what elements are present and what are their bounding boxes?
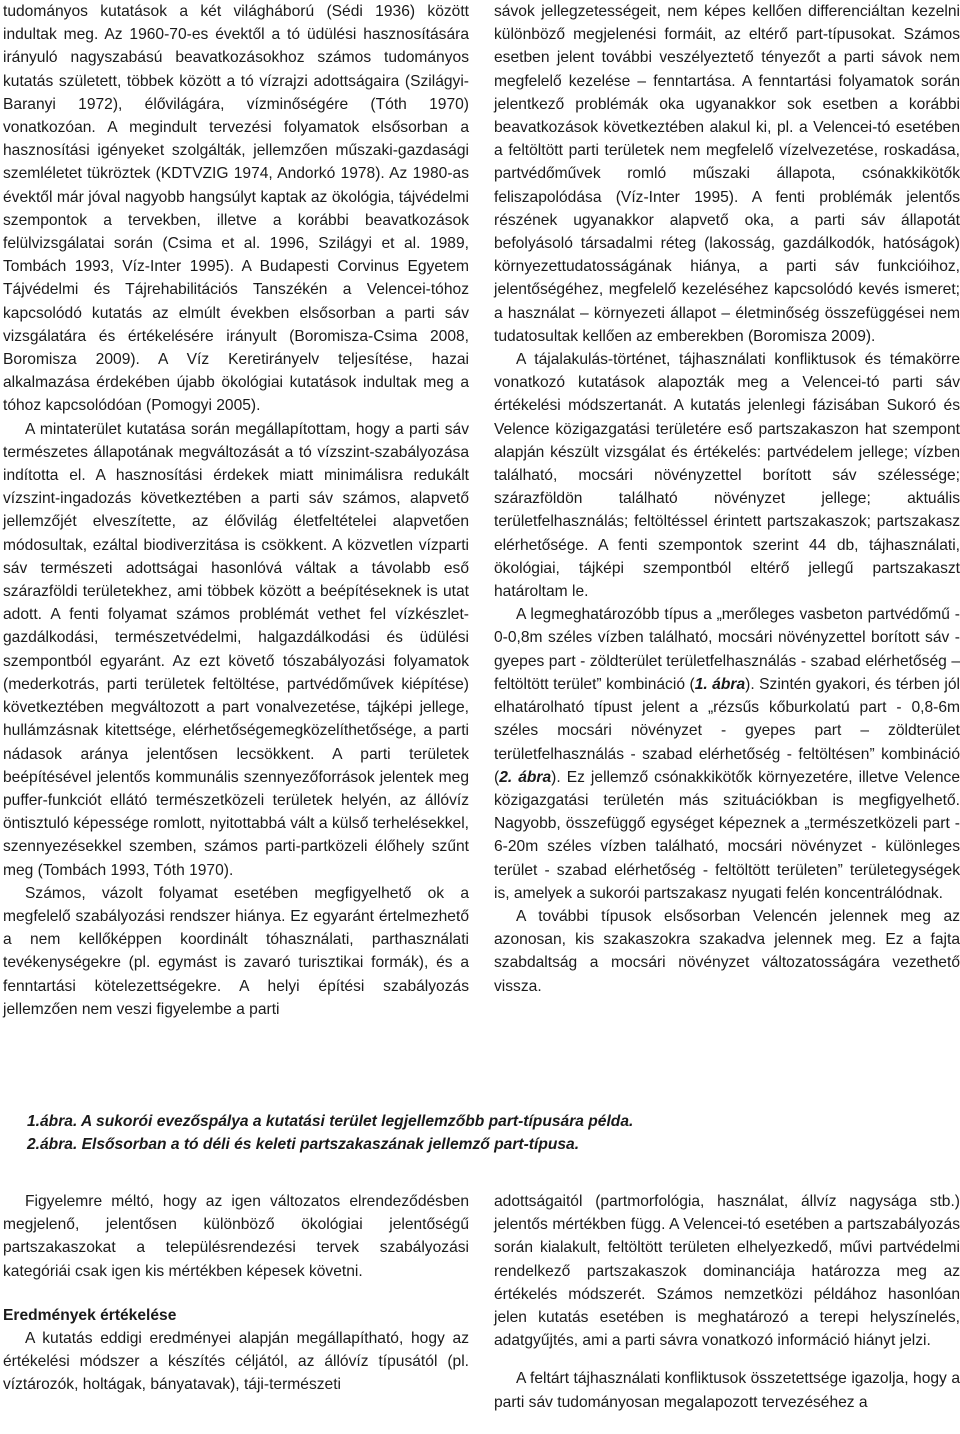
text-column-bottom-right bbox=[494, 1190, 960, 1414]
text-run: A legmeghatározóbb típus a „merőleges vasbeton partvédőmű - 0-0,8m széles vízben található, mocsári növényzettel borított sáv - gyepes part - zöldterület területfelhasználás - szabad elérhetőség – feltöltött terület” kombináció ( bbox=[494, 606, 960, 693]
paragraph bbox=[494, 603, 960, 905]
text-column-bottom-left bbox=[3, 1190, 469, 1397]
figure-captions bbox=[27, 1110, 633, 1157]
paragraph: tudományos kutatások a két világháború (Sédi 1936) között indultak meg. Az 1960-70-es évektől a tó üdülési hasznosítására irányuló nagyszabású beavatkozásokhoz számos tudományos kutatás született, többek között a tó vízrajzi adottságaira (Szilágyi-Baranyi 1972), élővilágára, vízminőségére (Tóth 1970) vonatkozóan. A megindult tervezési folyamatok elsősorban a hasznosítási igényeket szolgálták, jellemzően műszaki-gazdasági szemléletet tükröztek (KDTVZIG 1974, Andorkó 1978). Az 1980-as évektől már jóval nagyobb hangsúlyt kaptak az ökológia, tájvédelmi szempontok a tervekben, illetve a korábbi beavatkozások felülvizsgálatai során (Csima et al. 1996, Szilágyi et al. 1989, Tombách 1993, Víz-Inter 1995). A Budapesti Corvinus Egyetem Tájvédelmi és Tájrehabilitációs Tanszékén a Velencei-tóhoz kapcsolódó kutatás az elmúlt években elsősorban a parti sáv vizsgálatára és értékelésére irányult (Boromisza-Csima 2008, Boromisza 2009). A Víz Keretirányelv teljesítése, hazai alkalmazása érdekében újabb ökológiai kutatások indultak meg a tóhoz kapcsolódóan (Pomogyi 2005). bbox=[3, 3, 469, 415]
paragraph: A tájalakulás-történet, tájhasználati konfliktusok és témakörre vonatkozó kutatások alapozták meg a Velencei-tó parti sáv értékelési módszertanát. A kutatás jelenlegi fázisában Sukoró és Velence közigazgatási területére eső partszakaszon hat szempont alapján készült vizsgálat és értékelés: partvédelem jellege; vízben található, mocsári növényzettel borított sáv szélessége; szárazföldön található növényzet jellege; aktuális területfelhasználás; feltöltéssel érintett partszakaszok; partszakasz elérhetősége. A fenti szempontok szerint 44 db, tájhasználati, ökológiai, tájképi szempontból eltérő jellegű partszakaszt határoltam le. bbox=[494, 351, 960, 601]
text-run: ). Ez jellemző csónakkikötők környezetére, illetve Velence közigazgatási területén más szituációkban is megfigyelhető. Nagyobb, összefüggő egységet képeznek a „természetközeli part - 6-20m széles vízben található, mocsári növényzet - különleges terület - szabad elérhetőség - feltöltött területen” területegységek is, amelyek a sukorói partszakasz nyugati felén koncentrálódnak. bbox=[494, 768, 960, 902]
paragraph: A mintaterület kutatása során megállapítottam, hogy a parti sáv természetes állapotának megváltozását a tó vízszint-szabályozása indította el. A hasznosítási érdekek miatt minimálisra redukált vízszint-ingadozás következtében a parti sáv számos, alapvető jellemzőjét elveszítette, az élővilág életfeltételei alapvetően módosultak, ezáltal biodiverzitása is csökkent. A közvetlen vízparti sáv természeti adottságai hasonlóvá váltak a távolabb eső szárazföldi területekhez, ami többek között a beépítéseknek is utat adott. A fenti folyamat számos problémát vethet fel vízkészlet-gazdálkodási, természetvédelmi, halgazdálkodási és üdülési szempontból egyaránt. Az ezt követő tószabályozási folyamatok (mederkotrás, parti területek feltöltése, partvédőművek kiépítése) következtében megváltozott a part vonalvezetése, tájképi jellege, hullámzásnak kitettsége, elérhetőségemegközelíthetősége, a parti nádasok aránya jelentősen lecsökkent. A parti területek beépítésével jelentős kommunális szennyezőforrások jelentek meg puffer-funkciót ellátó természetközeli területek helyén, az állóvíz öntisztuló képessége romlott, nyitottabbá vált a külső terhelésekkel, szennyezésekkel szemben, számos parti-partközeli élőhely szűnt meg (Tombách 1993, Tóth 1970). bbox=[3, 420, 469, 879]
text-column-top-right bbox=[494, 0, 960, 998]
figure-caption-1: 1.ábra. A sukorói evezőspálya a kutatási terület legjellemzőbb part-típusára példa. bbox=[27, 1113, 634, 1130]
paragraph: Figyelemre méltó, hogy az igen változatos elrendeződésben megjelenő, jelentősen különböző ökológiai jelentőségű partszakaszokat a településrendezési tervek szabályozási kategóriái csak igen kis mértékben képesek követni. bbox=[3, 1193, 469, 1280]
paragraph: A feltárt tájhasználati konfliktusok összetettsége igazolja, hogy a parti sáv tudományosan megalapozott tervezéséhez a bbox=[494, 1370, 960, 1411]
paragraph: sávok jellegzetességeit, nem képes kellően differenciáltan kezelni különböző megjelenési formáit, az eltérő part-típusokat. Számos esetben jelent további veszélyeztető tényezőt a parti sávok nem megfelelő kezelése – fenntartása. A fenntartási folyamatok során jelentkező problémák oka ugyanakkor sok esetben a korábbi beavatkozások következtében alakul ki, pl. a Velencei-tó esetében a feltöltött parti területek nem megfelelő vízelvezetése, roskadása, partvédőművek romló műszaki állapota, csónakkikötők feliszapolódása (Víz-Inter 1995). A fenti problémák jelentős részének ugyanakkor alapvető oka, a parti sáv állapotát befolyásoló társadalmi réteg (lakosság, gazdálkodók, hatóságok) környezettudatosságának hiánya, a parti sáv funkcióihoz, jelentőségéhez, megfelelő kezeléséhez kapcsolódó kevés ismeret; a használat – környezeti állapot – életminőség összefüggései nem tudatosultak kellően az emberekben (Boromisza 2009). bbox=[494, 3, 960, 345]
text-run: ). Szintén gyakori, és térben jól elhatárolható típust jelent a „rézsűs kőburkolatú part - 0,8-6m széles mocsári növényzet - gyepes part – zöldterület területfelhasználás - szabad elérhetőség - feltöltésen” kombináció ( bbox=[494, 675, 960, 786]
figure-reference: 2. ábra bbox=[499, 768, 552, 786]
text-column-top-left bbox=[3, 0, 469, 1021]
paragraph: A kutatás eddigi eredményei alapján megállapítható, hogy az értékelési módszer a készítés céljától, az állóvíz típusától (pl. víztározók, holtágak, bányatavak), táji-természeti bbox=[3, 1330, 469, 1394]
paragraph: Számos, vázolt folyamat esetében megfigyelhető ok a megfelelő szabályozási rendszer hiánya. Ez egyaránt értelmezhető a nem kellőképpen koordinált tóhasználati, parthasználati tevékenységekre (pl. egymást is zavaró turisztikai formák), és a fenntartási kötelezettségekre. A helyi építési szabályozás jellemzően nem veszi figyelembe a parti bbox=[3, 884, 469, 1018]
figure-caption-2: 2.ábra. Elsősorban a tó déli és keleti partszakaszának jellemző part-típusa. bbox=[27, 1136, 580, 1154]
section-heading: Eredmények értékelése bbox=[3, 1306, 177, 1324]
figure-reference: 1. ábra bbox=[694, 675, 746, 693]
paragraph: A további típusok elsősorban Velencén jelennek meg az azonosan, kis szakaszokra szakadva jelennek meg. Ez a fajta szabdaltság a mocsári növényzet változatosságára vezethető vissza. bbox=[494, 907, 960, 995]
paragraph: adottságaitól (partmorfológia, használat, állvíz nagysága stb.) jelentős mértékben függ. A Velencei-tó esetében a partszabályozás során kialakult, feltöltött területen elhelyezkedő, művi partvédelmi rendelkező partszakaszok dominanciája határozza meg az értékelés módszerét. Számos nemzetközi példához hasonlóan jelen kutatás esetében is meghatározó a terepi helyszínelés, adatgyűjtés, ami a parti sávra vonatkozó információ hiányt jelzi. bbox=[494, 1193, 960, 1350]
